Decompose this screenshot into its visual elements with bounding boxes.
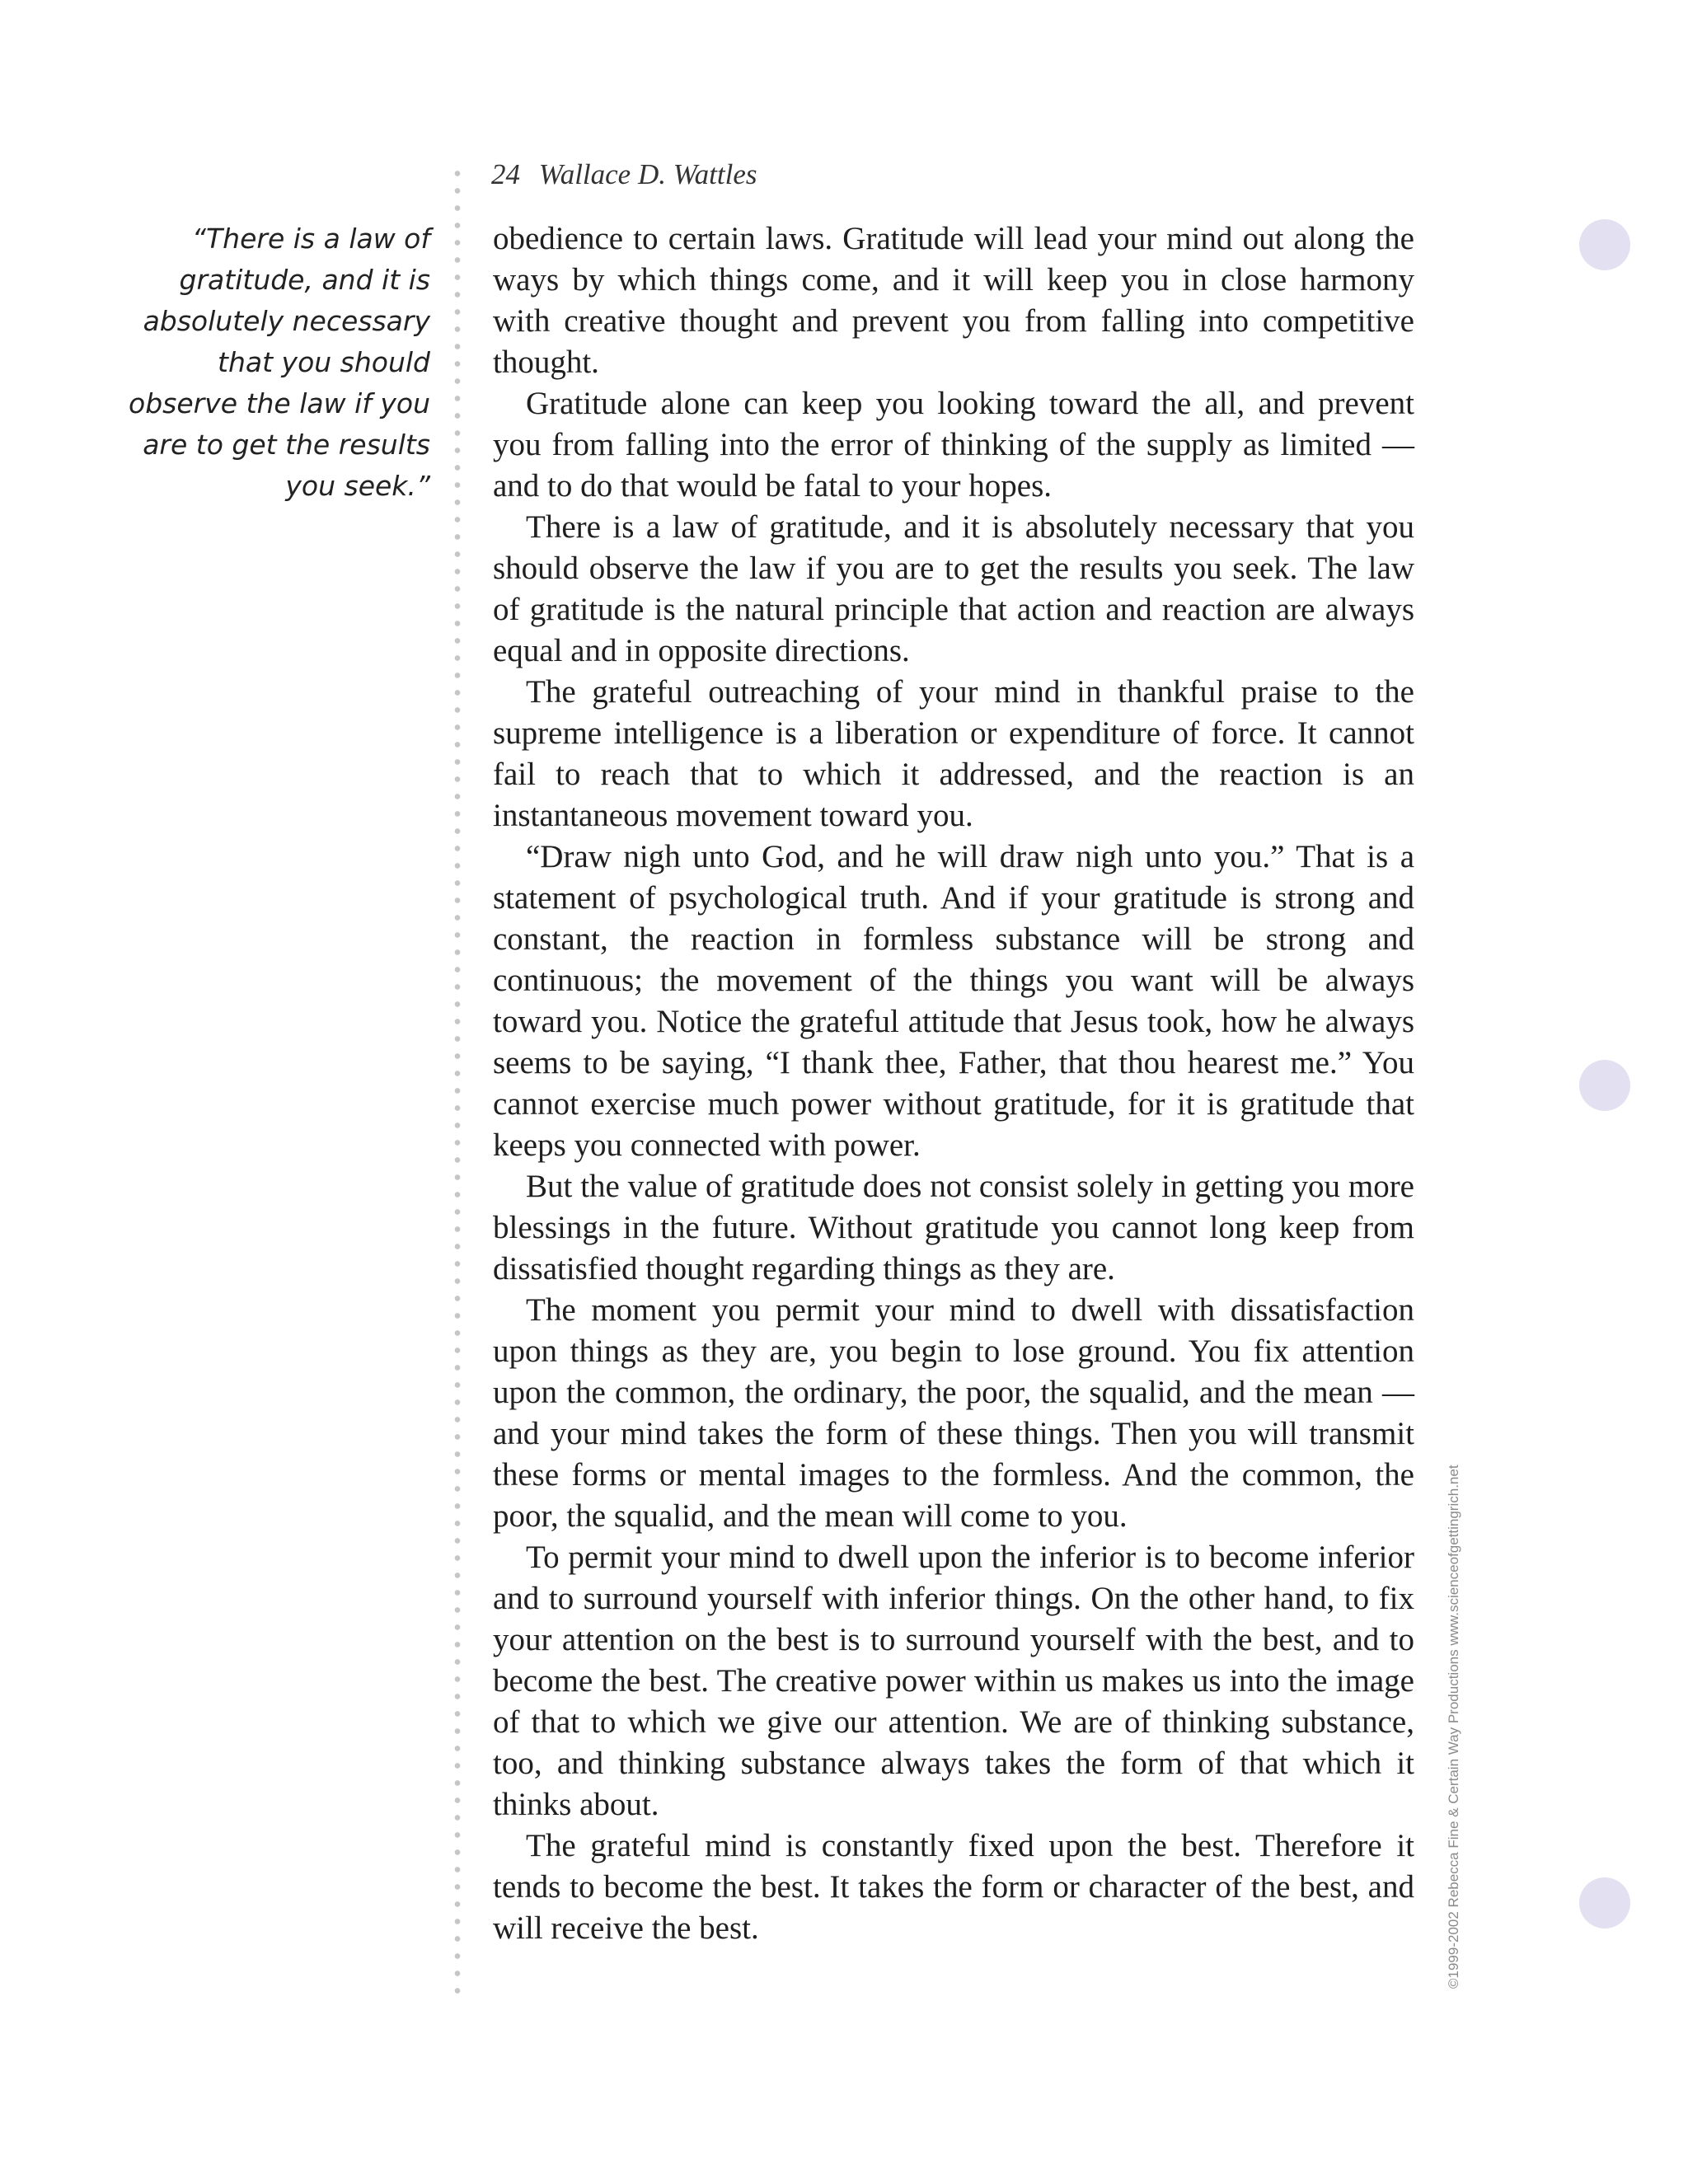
punch-hole-middle — [1579, 1060, 1630, 1111]
copyright-notice — [1446, 1428, 1462, 1989]
running-header — [491, 155, 1414, 194]
paragraph: Gratitude alone can keep you looking toward the all, and prevent you from falling into the error of thinking of the supply as limited — and to do that would be fatal to your hopes. — [493, 386, 1414, 504]
running-header-author: Wallace D. Wattles — [538, 158, 757, 190]
page-number: 24 — [491, 158, 520, 190]
paragraph: There is a law of gratitude, and it is absolutely necessary that you should observe the law if you are to get the results you seek. The law of gratitude is the natural principle that action and reaction are always equal and in opposite directions. — [493, 509, 1414, 668]
body-text — [493, 218, 1414, 1949]
dotted-rule-divider — [453, 165, 462, 1994]
paragraph: The moment you permit your mind to dwell with dissatisfaction upon things as they are, you begin to lose ground. You fix attention upon the common, the ordinary, the poor, the squalid, and the mean — and your mind takes the form of these things. Then you will transmit these forms or mental images to the formless. And the common, the poor, the squalid, and the mean will come to you. — [493, 1292, 1414, 1534]
punch-hole-bottom — [1579, 1877, 1630, 1929]
paragraph: The grateful mind is constantly fixed upon the best. Therefore it tends to become the best. It takes the form or character of the best, and will receive the best. — [493, 1828, 1414, 1946]
punch-hole-top — [1579, 219, 1630, 270]
paragraph: But the value of gratitude does not consist solely in getting you more blessings in the future. Without gratitude you cannot long keep from dissatisfied thought regarding things as they are. — [493, 1169, 1414, 1286]
paragraph: obedience to certain laws. Gratitude will lead your mind out along the ways by which things come, and it will keep you in close harmony with creative thought and prevent you from falling into competitive thought. — [493, 221, 1414, 380]
pull-quote: “There is a law of gratitude, and it is absolutely necessary that you should observe the law if you are to get the results you seek.” — [129, 223, 430, 502]
paragraph: “Draw nigh unto God, and he will draw nigh unto you.” That is a statement of psychological truth. And if your gratitude is strong and constant, the reaction in formless substance will be strong and continuous; the movement of the things you want will be always toward you. Notice the grateful attitude that Jesus took, how he always seems to be saying, “I thank thee, Father, that thou hearest me.” You cannot exercise much power without gratitude, for it is gratitude that keeps you connected with power. — [493, 839, 1414, 1163]
paragraph: The grateful outreaching of your mind in thankful praise to the supreme intelligence is a liberation or expenditure of force. It cannot fail to reach that to which it addressed, and the reaction is an instantaneous movement toward you. — [493, 674, 1414, 833]
copyright-text: ©1999-2002 Rebecca Fine & Certain Way Productions www.scienceofgettingrich.net — [1446, 1465, 1461, 1989]
paragraph: To permit your mind to dwell upon the inferior is to become inferior and to surround yourself with inferior things. On the other hand, to fix your attention on the best is to surround yourself with the best, and to become the best. The creative power within us makes us into the image of that to which we give our attention. We are of thinking substance, too, and thinking substance always takes the form of that which it thinks about. — [493, 1540, 1414, 1822]
